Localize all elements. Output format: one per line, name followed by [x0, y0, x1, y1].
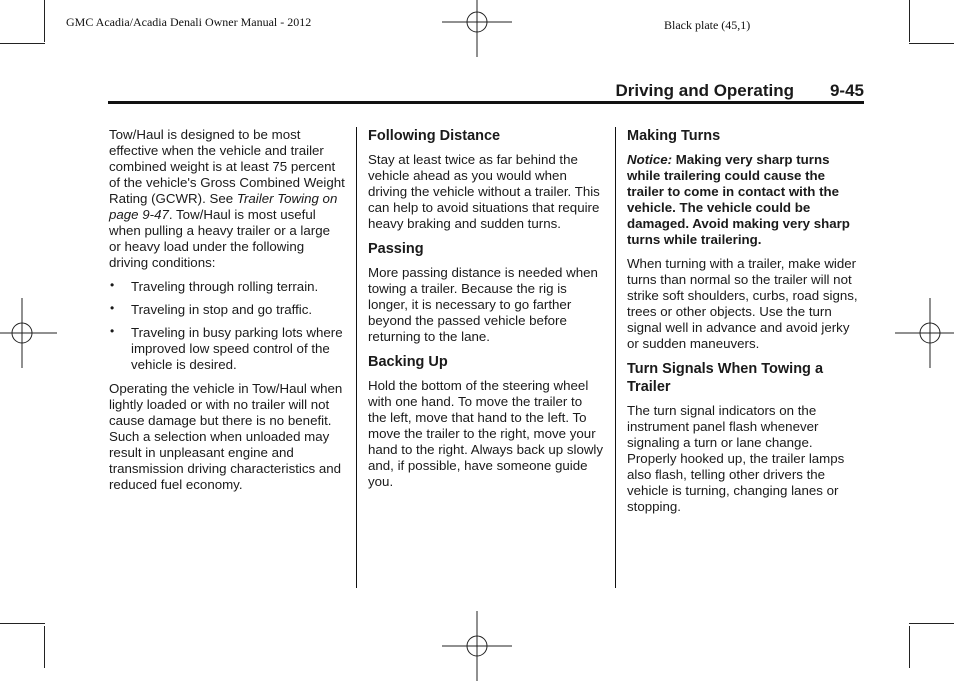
heading-making-turns: Making Turns [627, 128, 721, 144]
crop-mark [44, 0, 45, 42]
page-number: 9-45 [829, 81, 864, 100]
notice-label: Notice: [627, 152, 673, 167]
plate-meta: Black plate (45,1) [664, 18, 751, 32]
list-item: • Traveling through rolling terrain. [110, 278, 319, 294]
notice-text: Making very sharp turns while trailering could cause the trailer to come in contact with the vehicle. The vehicle could be damaged. Avoid making very sharp turns while trailering. [627, 152, 850, 247]
notice-box [627, 152, 863, 248]
intro-paragraph: Tow/Haul is designed to be most effective when the vehicle and trailer combined weight is at least 75 percent of the vehicle's Gross Combined Weight Rating (GCWR). See Trailer Towing on page 9-47. Tow/Haul is most useful when pulling a heavy trailer or a large or heavy load under the following driving conditions: [109, 127, 345, 270]
heading-following-distance: Following Distance [368, 128, 501, 144]
bullet-icon: • [110, 301, 115, 315]
crop-mark [909, 626, 910, 668]
header-rule [108, 101, 864, 104]
column-divider [356, 127, 357, 588]
list-item: • Traveling in stop and go traffic. [110, 301, 313, 317]
list-item: • Traveling in busy parking lots where improved low speed control of the vehicle is desired. [110, 324, 343, 372]
passing-text: More passing distance is needed when towing a trailer. Because the rig is longer, it is necessary to go farther beyond the passed vehicle before returning to the lane. [368, 265, 598, 344]
heading-passing: Passing [368, 241, 424, 257]
registration-mark-icon [442, 611, 512, 681]
crop-mark [909, 43, 954, 44]
closing-paragraph: Operating the vehicle in Tow/Haul when lightly loaded or with no trailer will not cause damage but there is no benefit. Such a selection when unloaded may result in unpleasant engine and transmission driving characteristics and reduced fuel economy. [109, 381, 343, 492]
crop-mark [909, 623, 954, 624]
manual-title-meta: GMC Acadia/Acadia Denali Owner Manual - 2012 [66, 15, 312, 29]
crop-mark [0, 623, 45, 624]
making-turns-text: When turning with a trailer, make wider turns than normal so the trailer will not strike soft shoulders, curbs, road signs, trees or other objects. Use the turn signal well in advance and avoid jerky or sudden maneuvers. [627, 256, 858, 351]
column-2 [368, 127, 604, 498]
registration-mark-icon [895, 298, 954, 368]
turn-signals-text: The turn signal indicators on the instrument panel flash whenever signaling a turn or lane change. Properly hooked up, the trailer lamps also flash, telling other drivers the vehicle is turning, changing lanes or stopping. [627, 403, 845, 514]
bullet-icon: • [110, 324, 115, 338]
backing-up-text: Hold the bottom of the steering wheel with one hand. To move the trailer to the left, move that hand to the left. To move the trailer to the right, move your hand to the right. Always back up slowly and, if possible, have someone guide you. [368, 378, 604, 489]
registration-mark-icon [442, 0, 512, 57]
registration-mark-icon [0, 298, 57, 368]
following-distance-text: Stay at least twice as far behind the vehicle ahead as you would when driving the vehicle without a trailer. This can help to avoid situations that require heavy braking and sudden turns. [368, 152, 600, 231]
column-1 [109, 127, 345, 501]
crop-mark [44, 626, 45, 668]
heading-backing-up: Backing Up [368, 354, 448, 370]
section-title: Driving and Operating [615, 81, 794, 100]
running-header [108, 81, 864, 101]
bullet-icon: • [110, 278, 115, 292]
heading-turn-signals: Turn Signals When Towing a Trailer [627, 361, 824, 395]
column-3 [627, 127, 863, 523]
column-divider [615, 127, 616, 588]
cross-reference-link[interactable]: Trailer Towing on page 9-47 [109, 191, 338, 222]
crop-mark [0, 43, 45, 44]
conditions-list [109, 279, 345, 373]
crop-mark [909, 0, 910, 42]
